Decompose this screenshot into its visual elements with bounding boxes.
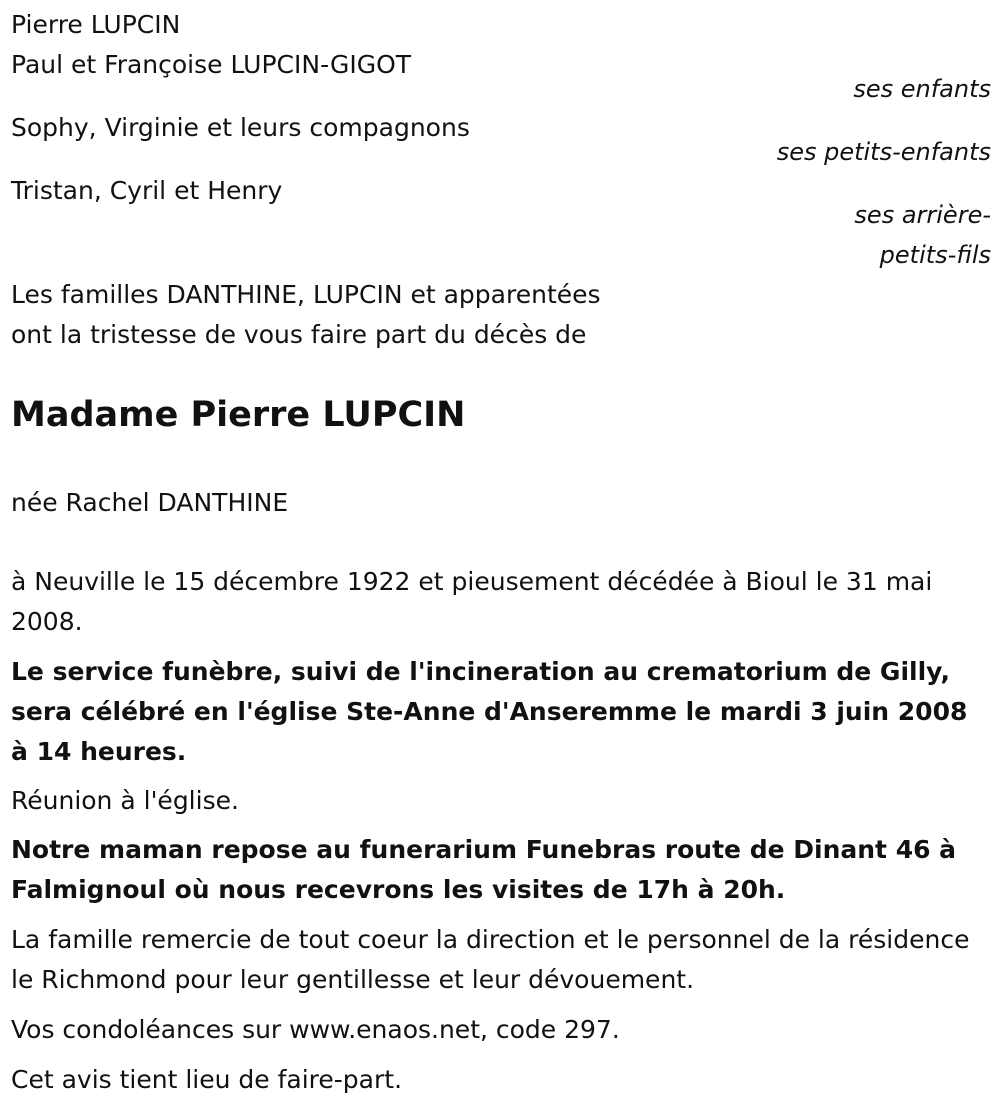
paragraph-notice: Cet avis tient lieu de faire-part. (11, 1065, 403, 1094)
paragraph-reunion: Réunion à l'église. (11, 786, 239, 815)
role-great-grandsons-line1: ses arrière- (854, 201, 991, 229)
paragraph-funerarium: Notre maman repose au funerarium Funebras route de Dinant 46 à Falmignoul où nous recevrons les visites de 17h à 20h. (11, 835, 957, 904)
deceased-name: Madame Pierre LUPCIN (11, 395, 466, 435)
family-line-great-grandsons: Tristan, Cyril et Henry (11, 176, 283, 205)
paragraph-thanks: La famille remercie de tout coeur la direction et le personnel de la résidence le Richmond pour leur gentillesse et leur dévouement. (11, 925, 970, 994)
paragraph-service: Le service funèbre, suivi de l'incineration au crematorium de Gilly, sera célébré en l'église Ste-Anne d'Anseremme le mardi 3 juin 2008 à 14 heures. (11, 657, 968, 766)
role-great-grandsons-line2: petits-fils (879, 241, 991, 269)
family-line-pierre: Pierre LUPCIN (11, 10, 181, 39)
role-children: ses enfants (853, 75, 991, 103)
announcement-line2: ont la tristesse de vous faire part du décès de (11, 320, 587, 349)
announcement-line1: Les familles DANTHINE, LUPCIN et apparentées (11, 280, 601, 309)
family-line-paul-francoise: Paul et Françoise LUPCIN-GIGOT (11, 50, 412, 79)
family-line-grandchildren: Sophy, Virginie et leurs compagnons (11, 113, 470, 142)
birth-name: née Rachel DANTHINE (11, 488, 289, 517)
role-grandchildren: ses petits-enfants (776, 138, 991, 166)
paragraph-condolences: Vos condoléances sur www.enaos.net, code 297. (11, 1015, 620, 1044)
paragraph-dates: à Neuville le 15 décembre 1922 et pieusement décédée à Bioul le 31 mai 2008. (11, 567, 933, 636)
